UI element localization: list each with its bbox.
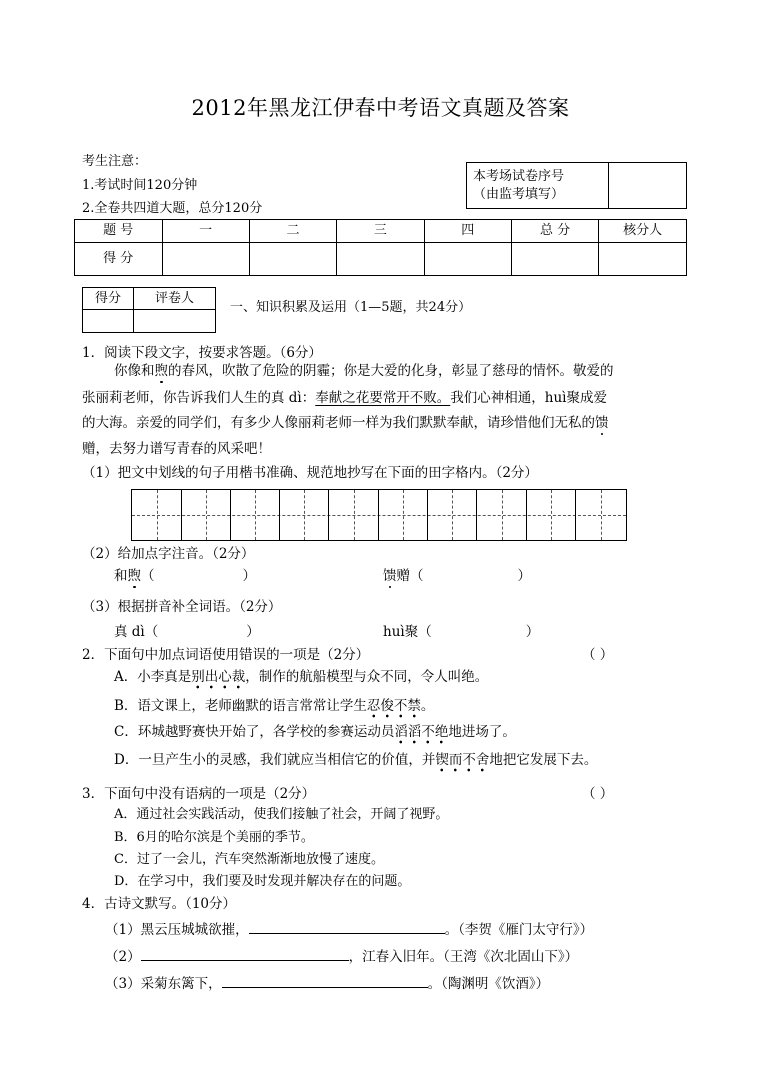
seat-number-field[interactable] xyxy=(609,163,687,209)
text-span: 张丽莉老师，你告诉我们人生的真 dì： xyxy=(82,390,316,406)
q3-option-c[interactable]: C．过了一会儿，汽车突然渐渐地放慢了速度。 xyxy=(114,852,384,867)
section-reviewer-label: 评卷人 xyxy=(134,288,216,310)
notice-heading: 考生注意： xyxy=(82,154,148,169)
q1-paragraph-line-3 xyxy=(82,414,609,432)
score-table xyxy=(74,219,687,276)
q4-line-1 xyxy=(105,919,593,939)
dotted-char: 馈 xyxy=(595,415,609,431)
q1-sub-3-item-b xyxy=(383,623,539,641)
q3-stem: 3．下面句中没有语病的一项是（2分） xyxy=(82,786,316,802)
text-span: ，江春入旧年。（王湾《次北固山下》） xyxy=(348,949,579,965)
text-span: 的大海。亲爱的同学们，有多少人像丽莉老师一样为我们默默奉献，请珍惜他们无私的 xyxy=(82,415,595,431)
text-span: 你像和 xyxy=(114,363,155,379)
q2-stem: 2．下面句中加点词语使用错误的一项是（2分） xyxy=(82,647,370,663)
text-span: 。 xyxy=(420,698,435,714)
section-score-box xyxy=(82,287,216,333)
q1-paragraph-line-4: 赠，去努力谱写青春的风采吧！ xyxy=(82,441,271,457)
text-span: B．语文课上，老师幽默的语言常常让学生 xyxy=(114,698,367,714)
q1-paragraph-line-1 xyxy=(114,362,614,380)
underlined-sentence: 奉献之花要常开不败。 xyxy=(315,390,451,406)
text-span: D．一旦产生小的灵感，我们就应当相信它的价值，并 xyxy=(114,752,436,768)
answer-blank[interactable] xyxy=(249,919,445,934)
tianzige-grid[interactable] xyxy=(131,489,627,541)
score-header-cell: 四 xyxy=(424,220,511,243)
grid-dash-vertical xyxy=(452,490,453,540)
grid-dash-vertical xyxy=(551,490,552,540)
q3-answer-paren[interactable]: （ ） xyxy=(582,786,614,802)
dotted-word: 忍俊不禁 xyxy=(367,698,421,718)
seat-box-label-1: 本考场试卷序号 xyxy=(473,168,565,184)
seat-box-label-2: （由监考填写） xyxy=(473,186,565,202)
q4-line-3 xyxy=(105,973,549,993)
grid-dash-vertical xyxy=(502,490,503,540)
score-header-cell: 总 分 xyxy=(511,220,599,243)
text-span: ） xyxy=(525,624,540,640)
dotted-char: 煦 xyxy=(154,363,168,379)
page-title: 2012年黑龙江伊春中考语文真题及答案 xyxy=(191,96,570,120)
grid-dash-vertical xyxy=(157,490,158,540)
score-cell[interactable] xyxy=(337,243,424,276)
text-span: 。（陶渊明《饮酒》） xyxy=(427,976,550,992)
text-span: 赠（ xyxy=(396,568,424,584)
score-cell[interactable] xyxy=(249,243,336,276)
dotted-word: 别出心裁 xyxy=(191,669,245,689)
text-span: A．小李真是 xyxy=(114,669,192,685)
q1-paragraph-line-2 xyxy=(82,389,607,407)
text-span: （ xyxy=(141,568,155,584)
q1-sub-2: （2）给加点字注音。（2分） xyxy=(82,546,255,562)
q2-answer-paren[interactable]: （ ） xyxy=(582,647,614,663)
section-score-label: 得分 xyxy=(83,288,134,310)
section-1-title: 一、知识积累及运用（1—5题，共24分） xyxy=(230,300,472,315)
text-span: ） xyxy=(517,568,531,584)
answer-blank[interactable] xyxy=(141,946,349,961)
q2-option-a[interactable] xyxy=(114,668,488,686)
text-span: 和 xyxy=(114,568,128,584)
text-span: ，制作的航船模型与众不同，令人叫绝。 xyxy=(245,669,489,685)
text-span: 。（李贺《雁门太守行》） xyxy=(444,922,594,938)
q2-option-d[interactable] xyxy=(114,751,597,769)
score-cell[interactable] xyxy=(511,243,599,276)
notice-line-2: 2.全卷共四道大题，总分120分 xyxy=(82,201,263,216)
score-header-cell: 题 号 xyxy=(75,220,163,243)
grid-dash-vertical xyxy=(403,490,404,540)
text-span: 地进场了。 xyxy=(448,724,516,740)
q3-option-b[interactable]: B．6月的哈尔滨是个美丽的季节。 xyxy=(114,830,314,845)
q3-option-d[interactable]: D．在学习中，我们要及时发现并解决存在的问题。 xyxy=(114,874,411,889)
text-span: 地把它发展下去。 xyxy=(489,752,598,768)
grid-dash-vertical xyxy=(354,490,355,540)
dotted-word: 滔滔不绝 xyxy=(394,724,448,744)
score-cell[interactable] xyxy=(162,243,249,276)
grid-dash-vertical xyxy=(304,490,305,540)
q2-option-b[interactable] xyxy=(114,697,434,715)
seat-number-box xyxy=(466,162,687,209)
score-header-cell: 一 xyxy=(162,220,249,243)
text-span: C．环城越野赛快开始了，各学校的参赛运动员 xyxy=(114,724,395,740)
q3-option-a[interactable]: A．通过社会实践活动，使我们接触了社会，开阔了视野。 xyxy=(114,807,449,822)
q1-sub-3-item-a xyxy=(114,623,260,641)
text-span: （2） xyxy=(105,949,141,965)
text-span: huì聚（ xyxy=(383,624,432,640)
text-span: 我们心神相通，huì聚成爱 xyxy=(450,390,607,406)
q1-sub-2-item-a xyxy=(114,567,256,585)
q1-sub-2-item-b xyxy=(383,567,531,585)
score-header-cell: 三 xyxy=(337,220,424,243)
answer-blank[interactable] xyxy=(222,973,428,988)
grid-dash-vertical xyxy=(255,490,256,540)
text-span: 真 dì（ xyxy=(114,624,159,640)
notice-line-1: 1.考试时间120分钟 xyxy=(82,178,198,193)
q2-option-c[interactable] xyxy=(114,723,516,741)
text-span: 的春风，吹散了危险的阴霾；你是大爱的化身，彰显了慈母的情怀。敬爱的 xyxy=(168,363,614,379)
score-row-label: 得 分 xyxy=(75,243,163,276)
text-span: ） xyxy=(246,624,260,640)
section-score-field[interactable] xyxy=(83,310,134,333)
q1-sub-3: （3）根据拼音补全词语。（2分） xyxy=(82,599,282,615)
q1-sub-1: （1）把文中划线的句子用楷书准确、规范地抄写在下面的田字格内。（2分） xyxy=(82,465,538,481)
score-cell[interactable] xyxy=(599,243,687,276)
dotted-char: 煦 xyxy=(127,568,141,584)
grid-dash-vertical xyxy=(206,490,207,540)
score-header-cell: 二 xyxy=(249,220,336,243)
text-span: （1）黑云压城城欲摧， xyxy=(105,922,249,938)
q4-line-2 xyxy=(105,946,578,966)
text-span: （3）采菊东篱下， xyxy=(105,976,222,992)
score-cell[interactable] xyxy=(424,243,511,276)
dotted-word: 锲而不舍 xyxy=(435,752,489,772)
dotted-char: 馈 xyxy=(383,568,397,584)
text-span: ） xyxy=(242,568,256,584)
q4-stem: 4．古诗文默写。（10分） xyxy=(82,896,237,912)
grid-dash-vertical xyxy=(601,490,602,540)
section-reviewer-field[interactable] xyxy=(134,310,216,333)
score-header-cell: 核分人 xyxy=(599,220,687,243)
q1-stem: 1．阅读下段文字，按要求答题。（6分） xyxy=(82,345,322,361)
